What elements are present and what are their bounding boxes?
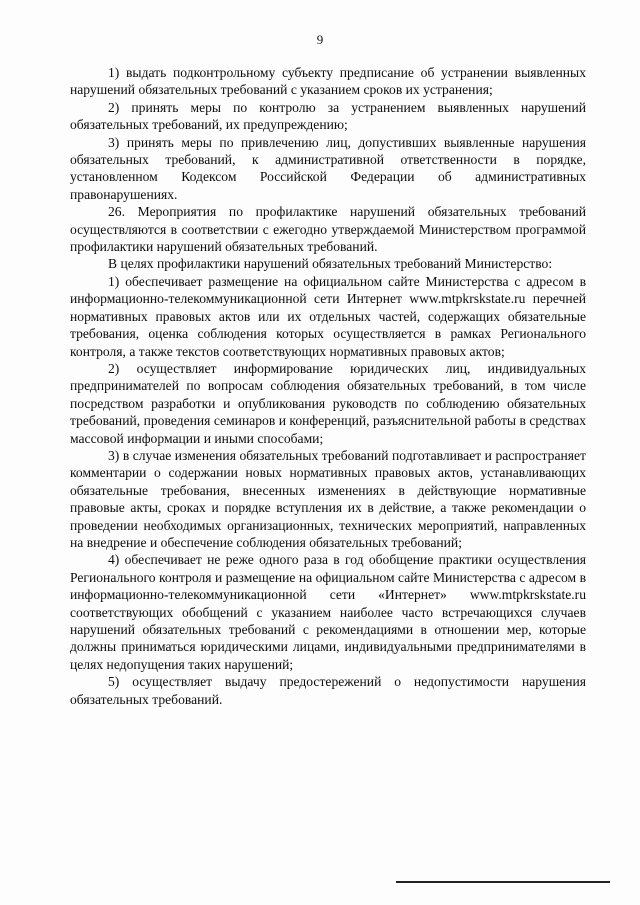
paragraph-prevention-intro: В целях профилактики нарушений обязательных требований Министерство: bbox=[108, 256, 553, 272]
paragraph-prevention-2: 2) осуществляет информирование юридических лиц, индивидуальных предпринимателей по вопросам соблюдения обязательных требований, в том числе посредством разработки и опубликования руководств по соблюдению обязательных требований, проведения семинаров и конференций, разъяснительной работы в средствах массовой информации и иными способами; bbox=[70, 360, 586, 446]
paragraph-prevention-1: 1) обеспечивает размещение на официальном сайте Министерства с адресом в информационно-телекоммуникационной сети Интернет www.mtpkrskstate.ru перечней нормативных правовых актов или их отдельных частей, содержащих обязательные требования, оценка соблюдения которых осуществляется в рамках Регионального контроля, а также текстов соответствующих нормативных правовых актов; bbox=[70, 273, 586, 359]
paragraph-order-prescription: 1) выдать подконтрольному субъекту предписание об устранении выявленных нарушений обязательных требований с указанием сроков их устранения; bbox=[70, 65, 586, 98]
paragraph-administrative-liability: 3) принять меры по привлечению лиц, допустивших выявленные нарушения обязательных требований, к административной ответственности в порядке, установленном Кодексом Российской Федерации об административных правонарушениях. bbox=[70, 134, 586, 202]
page-number: 9 bbox=[316, 32, 324, 47]
paragraph-prevention-5: 5) осуществляет выдачу предостережений о недопустимости нарушения обязательных требований. bbox=[70, 674, 586, 707]
paragraph-prevention-4: 4) обеспечивает не реже одного раза в год обобщение практики осуществления Регионального контроля и размещение на официальном сайте Министерства с адресом в информационно-телекоммуникационной сети «Интернет» www.mtpkrskstate.ru соответствующих обобщений с указанием наиболее часто встречающихся случаев нарушений обязательных требований с рекомендациями в отношении мер, которые должны приниматься юридическими лицами, индивидуальными предпринимателями в целях недопущения таких нарушений; bbox=[70, 552, 586, 672]
footer-divider-line bbox=[396, 881, 610, 883]
paragraph-item-26: 26. Мероприятия по профилактике нарушений обязательных требований осуществляются в соответствии с ежегодно утверждаемой Министерством программой профилактики нарушений обязательных требований. bbox=[70, 204, 586, 255]
document-body bbox=[70, 64, 586, 708]
paragraph-prevention-3: 3) в случае изменения обязательных требований подготавливает и распространяет комментарии о содержании новых нормативных правовых актов, устанавливающих обязательные требования, внесенных изменениях в действующие нормативные правовые акты, сроках и порядке вступления их в действие, а также рекомендации о проведении необходимых организационных, технических мероприятий, направленных на внедрение и обеспечение соблюдения обязательных требований; bbox=[70, 447, 586, 550]
paragraph-control-measures: 2) принять меры по контролю за устранением выявленных нарушений обязательных требований, их предупреждению; bbox=[70, 99, 586, 133]
